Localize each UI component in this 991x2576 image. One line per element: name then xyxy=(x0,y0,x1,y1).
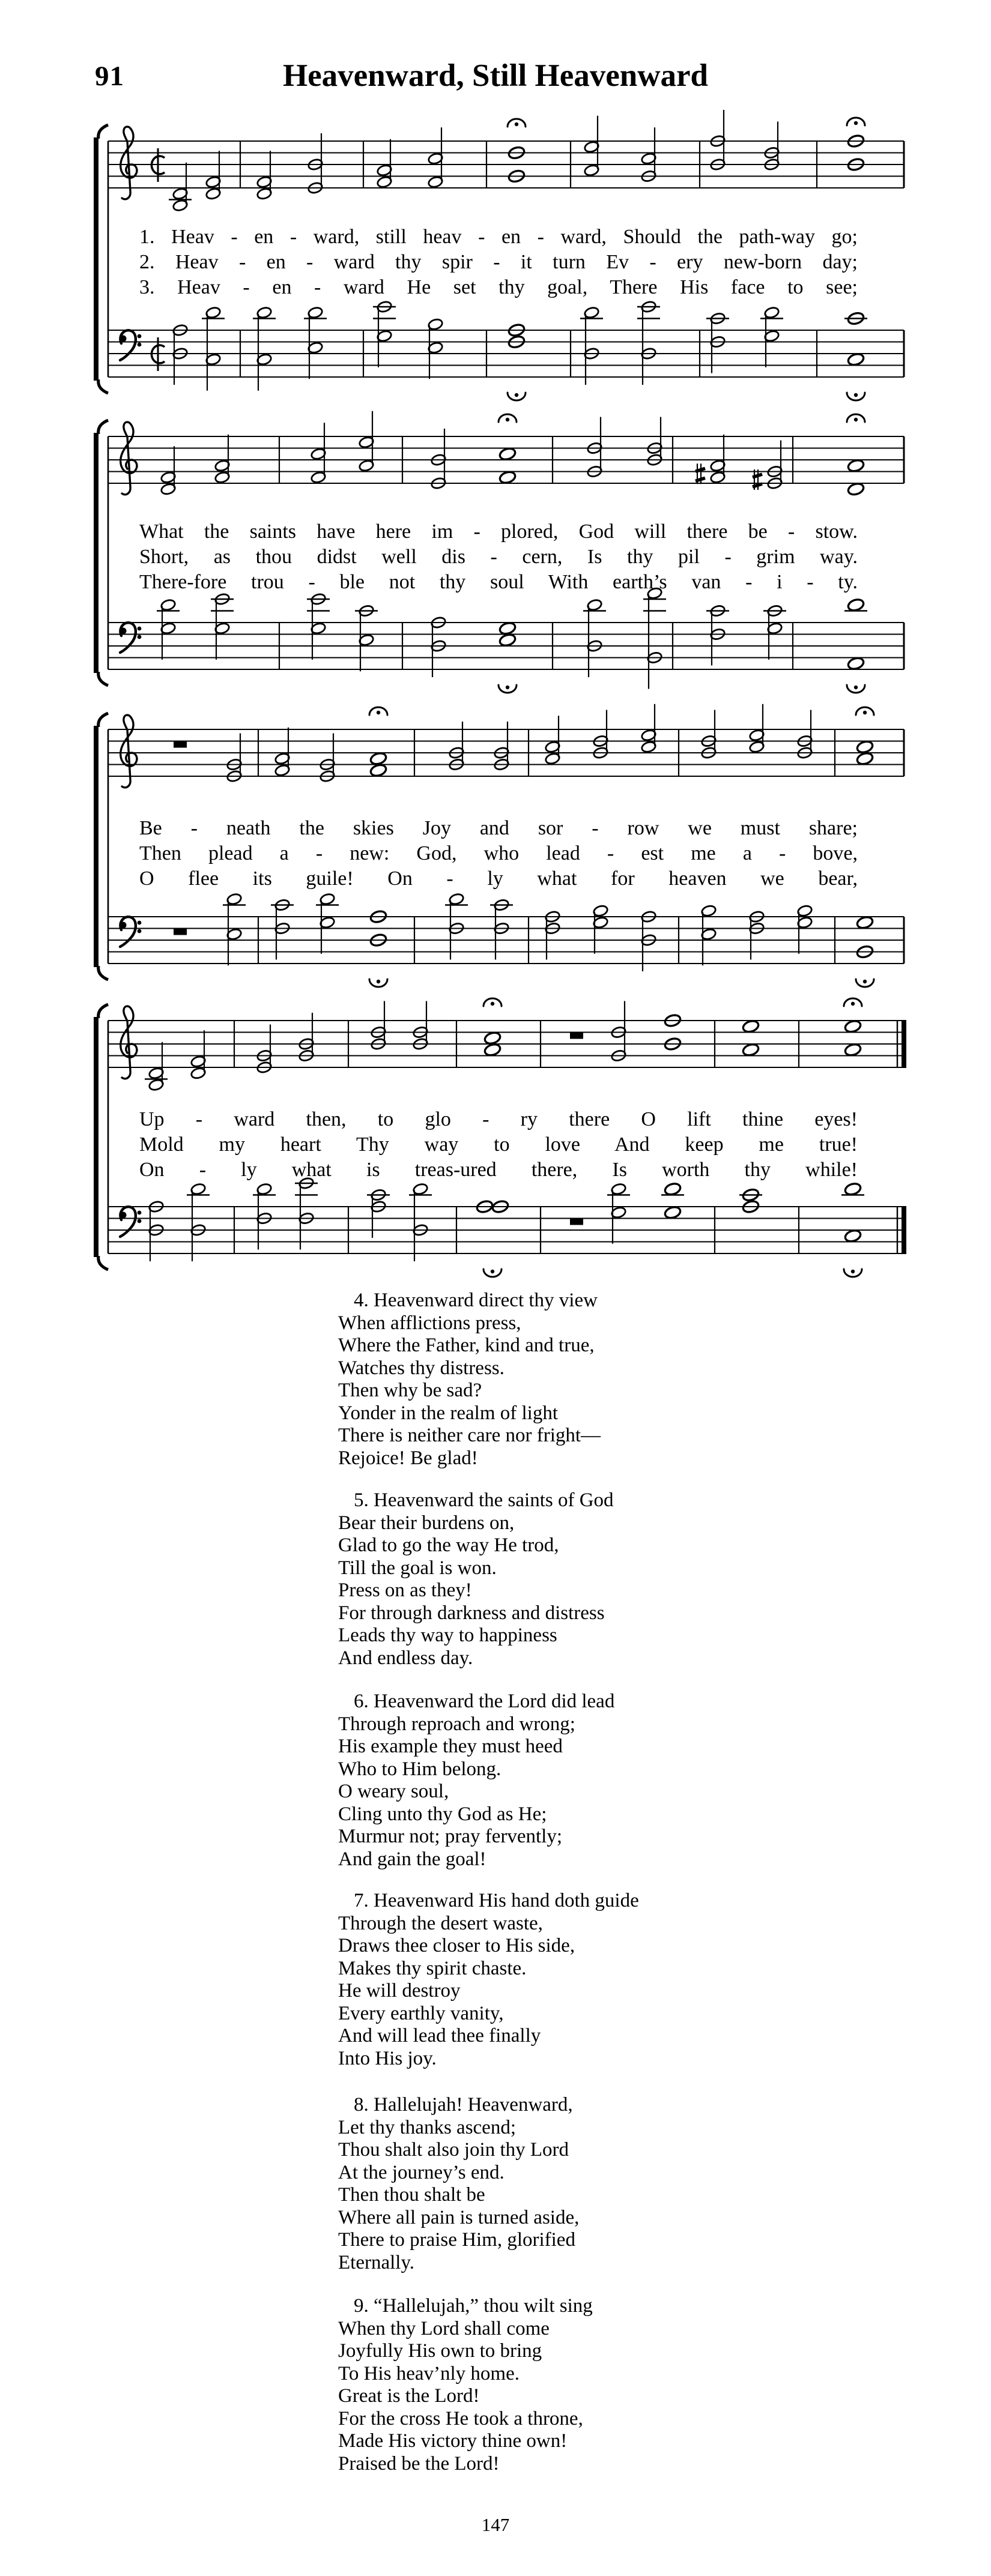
whole-note xyxy=(499,447,517,461)
fermata-icon xyxy=(856,707,874,715)
verse-line: Murmur not; pray fervently; xyxy=(338,1826,562,1847)
whole-note xyxy=(742,1043,760,1057)
verse-line: Joyfully His own to bring xyxy=(338,2340,542,2362)
whole-note xyxy=(847,656,865,671)
verse-line: Bear their burdens on, xyxy=(338,1512,515,1534)
lyric-line: Short, as thou didst well dis - cern, Is thy pil - grim way. xyxy=(139,546,858,568)
lyric-line: O flee its guile! On - ly what for heaven we bear, xyxy=(139,867,858,890)
lyric-line: There-fore trou - ble not thy soul With earth’s van - i - ty. xyxy=(139,571,858,593)
verse-line: 8. Hallelujah! Heavenward, xyxy=(354,2094,573,2116)
verse-line: Press on as they! xyxy=(338,1579,472,1601)
rest-icon xyxy=(570,1033,583,1039)
fermata-icon xyxy=(369,707,387,715)
whole-note xyxy=(369,752,387,766)
fermata-icon xyxy=(856,979,874,987)
whole-note xyxy=(742,1019,760,1034)
final-barline xyxy=(902,1020,906,1068)
whole-note xyxy=(856,915,874,930)
verse-line: And endless day. xyxy=(338,1647,473,1669)
bass-clef-icon xyxy=(120,330,142,360)
fermata-icon xyxy=(847,393,865,400)
verse-line: When afflictions press, xyxy=(338,1312,521,1334)
fermata-icon xyxy=(847,118,865,125)
verse-line: Every earthly vanity, xyxy=(338,2002,504,2024)
verse-line: When thy Lord shall come xyxy=(338,2317,550,2339)
whole-note xyxy=(844,1229,862,1243)
verse-line: Then why be sad? xyxy=(338,1380,482,1401)
verse-line: 6. Heavenward the Lord did lead xyxy=(354,1691,615,1712)
verse-line: Made His victory thine own! xyxy=(338,2430,568,2452)
bass-clef-icon xyxy=(120,917,142,947)
verse-line: 5. Heavenward the saints of God xyxy=(354,1489,614,1511)
verse-line: 7. Heavenward His hand doth guide xyxy=(354,1890,639,1911)
verse-line: Who to Him belong. xyxy=(338,1758,502,1780)
bass-clef-icon xyxy=(120,623,142,653)
lyric-line: 1. Heav - en - ward, still heav - en - ward, Should the path-way go; xyxy=(139,226,858,248)
lyric-line: 2. Heav - en - ward thy spir - it turn Ev - ery new-born day; xyxy=(139,251,858,273)
verse-line: Then thou shalt be xyxy=(338,2184,485,2206)
verse-9 xyxy=(338,2295,593,2475)
whole-note xyxy=(844,1043,862,1057)
fermata-icon xyxy=(508,119,526,127)
whole-note xyxy=(499,621,517,636)
verse-6 xyxy=(338,1691,614,1871)
sharp-icon xyxy=(753,469,762,490)
verse-line: Cling unto thy God as He; xyxy=(338,1803,547,1825)
verse-line: Into His joy. xyxy=(338,2047,437,2069)
verse-line: Thou shalt also join thy Lord xyxy=(338,2139,569,2161)
verse-line: For through darkness and distress xyxy=(338,1602,605,1624)
verse-line: There is neither care nor fright— xyxy=(338,1425,601,1446)
sharp-icon xyxy=(696,463,705,484)
whole-note xyxy=(499,470,517,484)
verse-line: His example they must heed xyxy=(338,1736,563,1757)
system-bracket xyxy=(94,726,98,967)
fermata-icon xyxy=(369,979,387,987)
whole-note xyxy=(856,740,874,754)
verse-7 xyxy=(338,1890,639,2070)
whole-note xyxy=(844,1182,862,1196)
whole-note xyxy=(856,752,874,766)
whole-note xyxy=(847,459,865,473)
verse-line: Makes thy spirit chaste. xyxy=(338,1957,527,1979)
lyric-line: Mold my heart Thy way to love And keep me true! xyxy=(139,1133,858,1156)
verse-line: To His heav’nly home. xyxy=(338,2362,520,2384)
verse-4 xyxy=(338,1290,601,1470)
whole-note xyxy=(664,1182,682,1196)
fermata-icon xyxy=(847,414,865,422)
verse-line: Through reproach and wrong; xyxy=(338,1713,575,1735)
verse-line: Watches thy distress. xyxy=(338,1357,505,1379)
verse-line: Eternally. xyxy=(338,2251,415,2273)
whole-note xyxy=(369,763,387,777)
verse-line: Draws thee closer to His side, xyxy=(338,1935,575,1956)
verse-line: Through the desert waste, xyxy=(338,1912,543,1934)
verse-line: 9. “Hallelujah,” thou wilt sing xyxy=(354,2295,593,2317)
lyric-line: Be - neath the skies Joy and sor - row we must share; xyxy=(139,817,858,839)
fermata-icon xyxy=(844,1269,862,1277)
whole-note xyxy=(844,1019,862,1034)
verse-line: Praised be the Lord! xyxy=(338,2452,500,2475)
verse-line: Till the goal is won. xyxy=(338,1557,497,1579)
whole-note xyxy=(847,598,865,612)
verse-line: He will destroy xyxy=(338,1980,461,2001)
whole-note xyxy=(483,1031,502,1045)
verse-line: For the cross He took a throne, xyxy=(338,2407,583,2430)
page-number: 147 xyxy=(481,2514,510,2535)
system-bracket xyxy=(94,137,98,381)
fermata-icon xyxy=(483,998,502,1006)
rest-icon xyxy=(174,741,187,748)
verse-line: Glad to go the way He trod, xyxy=(338,1534,559,1556)
lyric-line: What the saints have here im - plored, God will there be - stow. xyxy=(139,520,858,543)
lyric-line: 3. Heav - en - ward He set thy goal, There His face to see; xyxy=(139,276,858,298)
verse-line: And will lead thee finally xyxy=(338,2025,541,2047)
verse-5 xyxy=(338,1489,614,1670)
hymn-number: 91 xyxy=(95,61,124,92)
verse-line: And gain the goal! xyxy=(338,1848,486,1870)
whole-note xyxy=(499,633,517,647)
verse-line: Leads thy way to happiness xyxy=(338,1624,557,1646)
rest-icon xyxy=(174,929,187,935)
hymn-title: Heavenward, Still Heavenward xyxy=(282,58,709,93)
verse-line: Rejoice! Be glad! xyxy=(338,1447,478,1469)
fermata-icon xyxy=(844,998,862,1006)
verse-8 xyxy=(338,2094,579,2274)
verse-line: Where the Father, kind and true, xyxy=(338,1335,595,1356)
verse-line: O weary soul, xyxy=(338,1781,449,1802)
fermata-icon xyxy=(483,1269,502,1277)
fermata-icon xyxy=(499,414,517,422)
fermata-icon xyxy=(847,685,865,693)
fermata-icon xyxy=(499,685,517,693)
verse-line: Let thy thanks ascend; xyxy=(338,2116,517,2138)
fermata-icon xyxy=(508,393,526,400)
verse-line: At the journey’s end. xyxy=(338,2161,505,2183)
verse-line: Yonder in the realm of light xyxy=(338,1402,559,1424)
verse-line: Where all pain is turned aside, xyxy=(338,2206,580,2228)
bass-clef-icon xyxy=(120,1207,142,1237)
whole-note xyxy=(847,352,865,367)
lyric-line: Up - ward then, to glo - ry there O lift thine eyes! xyxy=(139,1108,858,1130)
system-bracket xyxy=(94,1017,98,1257)
whole-note xyxy=(847,482,865,496)
verse-line: Great is the Lord! xyxy=(338,2385,480,2407)
system-bracket xyxy=(94,433,98,673)
lyric-line: Then plead a - new: God, who lead - est me a - bove, xyxy=(139,842,858,864)
final-barline xyxy=(902,1206,906,1254)
verse-line: There to praise Him, glorified xyxy=(338,2229,575,2251)
whole-note xyxy=(664,1205,682,1220)
lyric-line: On - ly what is treas-ured there, Is worth thy while! xyxy=(139,1159,858,1181)
whole-note xyxy=(483,1043,502,1057)
verse-line: 4. Heavenward direct thy view xyxy=(354,1290,598,1311)
rest-icon xyxy=(570,1219,583,1225)
